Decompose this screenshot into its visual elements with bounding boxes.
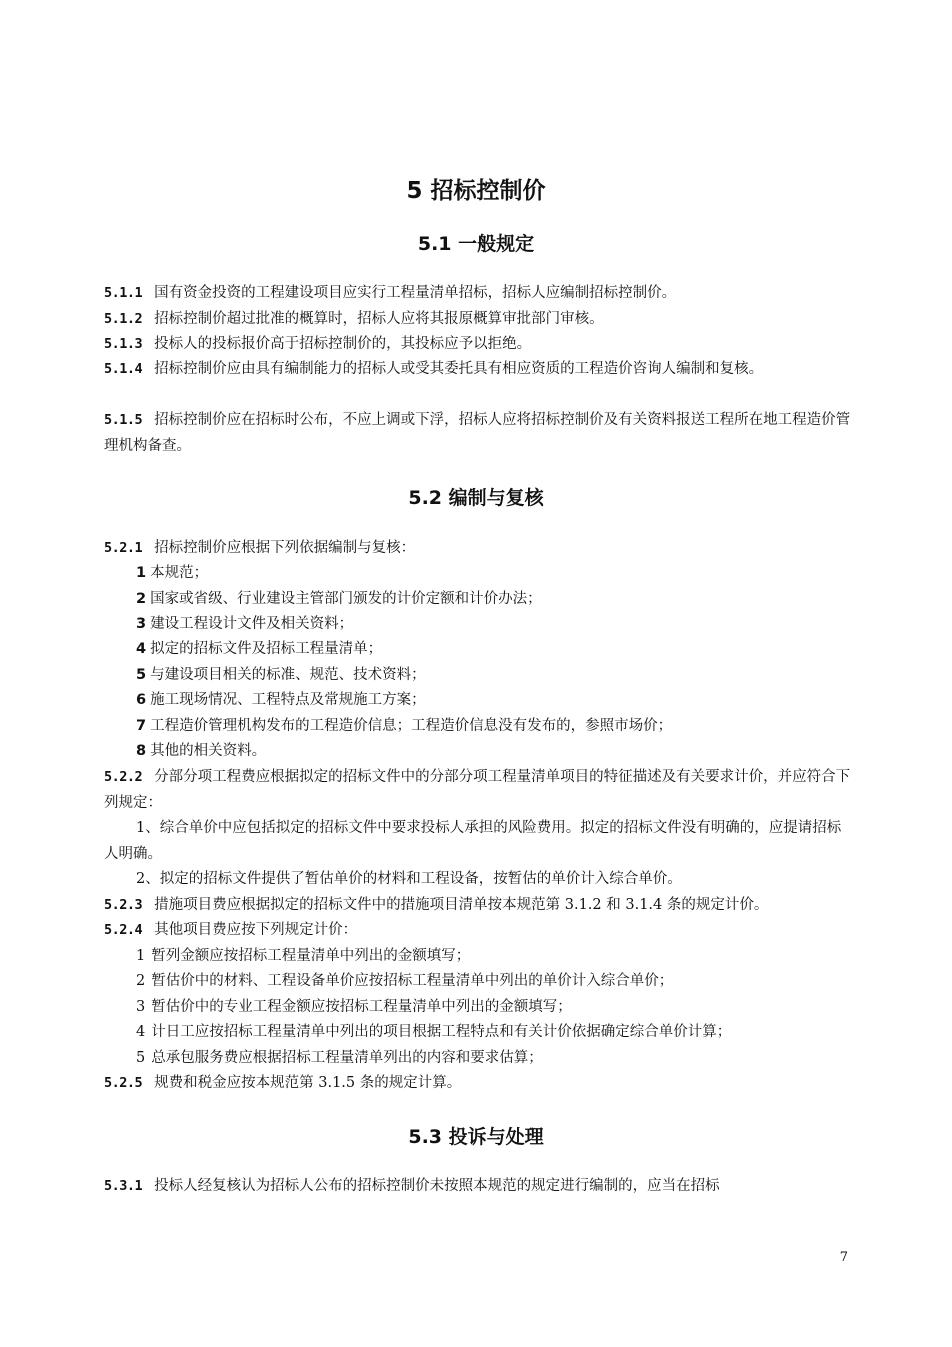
clause-number: 5.1.2 xyxy=(104,311,143,327)
list-item: 6 施工现场情况、工程特点及常规施工方案； xyxy=(136,692,426,708)
list-item: 5 总承包服务费应根据招标工程量清单列出的内容和要求估算； xyxy=(136,1050,543,1066)
list-item: 4 拟定的招标文件及招标工程量清单； xyxy=(136,641,383,657)
section-title-5-1: 5.1 一般规定 xyxy=(417,233,535,255)
clause-number: 5.2.2 xyxy=(104,769,143,785)
clause-text: 招标控制价应由具有编制能力的招标人或受其委托具有相应资质的工程造价咨询人编制和复核。 xyxy=(154,361,764,377)
clause-number: 5.2.1 xyxy=(104,540,143,556)
clause-number: 5.1.3 xyxy=(104,336,143,352)
clause-5-1-3 xyxy=(104,332,852,358)
clause-text: 分部分项工程费应根据拟定的招标文件中的分部分项工程量清单项目的特征描述及有关要求计价，并应符合下列规定： xyxy=(104,769,851,811)
list-item: 2 国家或省级、行业建设主管部门颁发的计价定额和计价办法； xyxy=(136,591,542,607)
list-item: 4 计日工应按招标工程量清单中列出的项目根据工程特点和有关计价依据确定综合单价计算； xyxy=(136,1024,732,1040)
clause-text: 规费和税金应按本规范第 3.1.5 条的规定计算。 xyxy=(154,1075,462,1091)
list-item: 7 工程造价管理机构发布的工程造价信息；工程造价信息没有发布的，参照市场价； xyxy=(136,718,673,734)
clause-text: 招标控制价应在招标时公布，不应上调或下浮，招标人应将招标控制价及有关资料报送工程所在地工程造价管理机构备查。 xyxy=(104,412,851,454)
list-item: 2 暂估价中的材料、工程设备单价应按招标工程量清单中列出的单价计入综合单价； xyxy=(136,973,674,989)
list-item: 1、综合单价中应包括拟定的招标文件中要求投标人承担的风险费用。拟定的招标文件没有明确的，应提请招标人明确。 xyxy=(104,820,842,862)
clause-5-2-3 xyxy=(104,893,852,919)
clause-5-1-2 xyxy=(104,307,852,333)
clause-5-1-4 xyxy=(104,357,852,383)
clause-5-3-1 xyxy=(104,1174,852,1200)
clause-text: 国有资金投资的工程建设项目应实行工程量清单招标，招标人应编制招标控制价。 xyxy=(154,285,677,301)
clause-number: 5.2.5 xyxy=(104,1075,143,1091)
list-item: 2、拟定的招标文件提供了暂估单价的材料和工程设备，按暂估的单价计入综合单价。 xyxy=(136,871,682,887)
section-title-5-3: 5.3 投诉与处理 xyxy=(408,1126,544,1148)
list-item: 1 暂列金额应按招标工程量清单中列出的金额填写； xyxy=(136,948,471,964)
clause-number: 5.2.4 xyxy=(104,922,143,938)
clause-text: 投标人经复核认为招标人公布的招标控制价未按照本规范的规定进行编制的，应当在招标 xyxy=(154,1178,720,1194)
clause-number: 5.2.3 xyxy=(104,897,143,913)
list-item: 3 暂估价中的专业工程金额应按招标工程量清单中列出的金额填写； xyxy=(136,999,572,1015)
clause-number: 5.3.1 xyxy=(104,1178,143,1194)
clause-number: 5.1.5 xyxy=(104,412,143,428)
clause-5-2-1 xyxy=(104,536,852,562)
clause-5-1-1 xyxy=(104,281,852,307)
clause-text: 措施项目费应根据拟定的招标文件中的措施项目清单按本规范第 3.1.2 和 3.1.4 条的规定计价。 xyxy=(154,897,769,913)
page-number: 7 xyxy=(839,1250,848,1265)
clause-text: 招标控制价应根据下列依据编制与复核： xyxy=(154,540,416,556)
clause-text: 招标控制价超过批准的概算时，招标人应将其报原概算审批部门审核。 xyxy=(154,311,604,327)
clause-5-2-4 xyxy=(104,918,852,944)
list-item: 3 建设工程设计文件及相关资料； xyxy=(136,616,354,632)
list-item: 1 本规范； xyxy=(136,565,209,581)
list-item: 5 与建设项目相关的标准、规范、技术资料； xyxy=(136,667,426,683)
clause-5-2-2 xyxy=(104,765,852,816)
clause-text: 其他项目费应按下列规定计价： xyxy=(154,922,358,938)
clause-5-1-5 xyxy=(104,408,852,459)
section-title-5-2: 5.2 编制与复核 xyxy=(408,487,544,509)
list-item: 8 其他的相关资料。 xyxy=(136,743,267,759)
clause-number: 5.1.1 xyxy=(104,285,143,301)
clause-5-2-5 xyxy=(104,1071,852,1097)
chapter-title: 5 招标控制价 xyxy=(406,178,546,204)
clause-number: 5.1.4 xyxy=(104,361,143,377)
clause-text: 投标人的投标报价高于招标控制价的，其投标应予以拒绝。 xyxy=(154,336,532,352)
